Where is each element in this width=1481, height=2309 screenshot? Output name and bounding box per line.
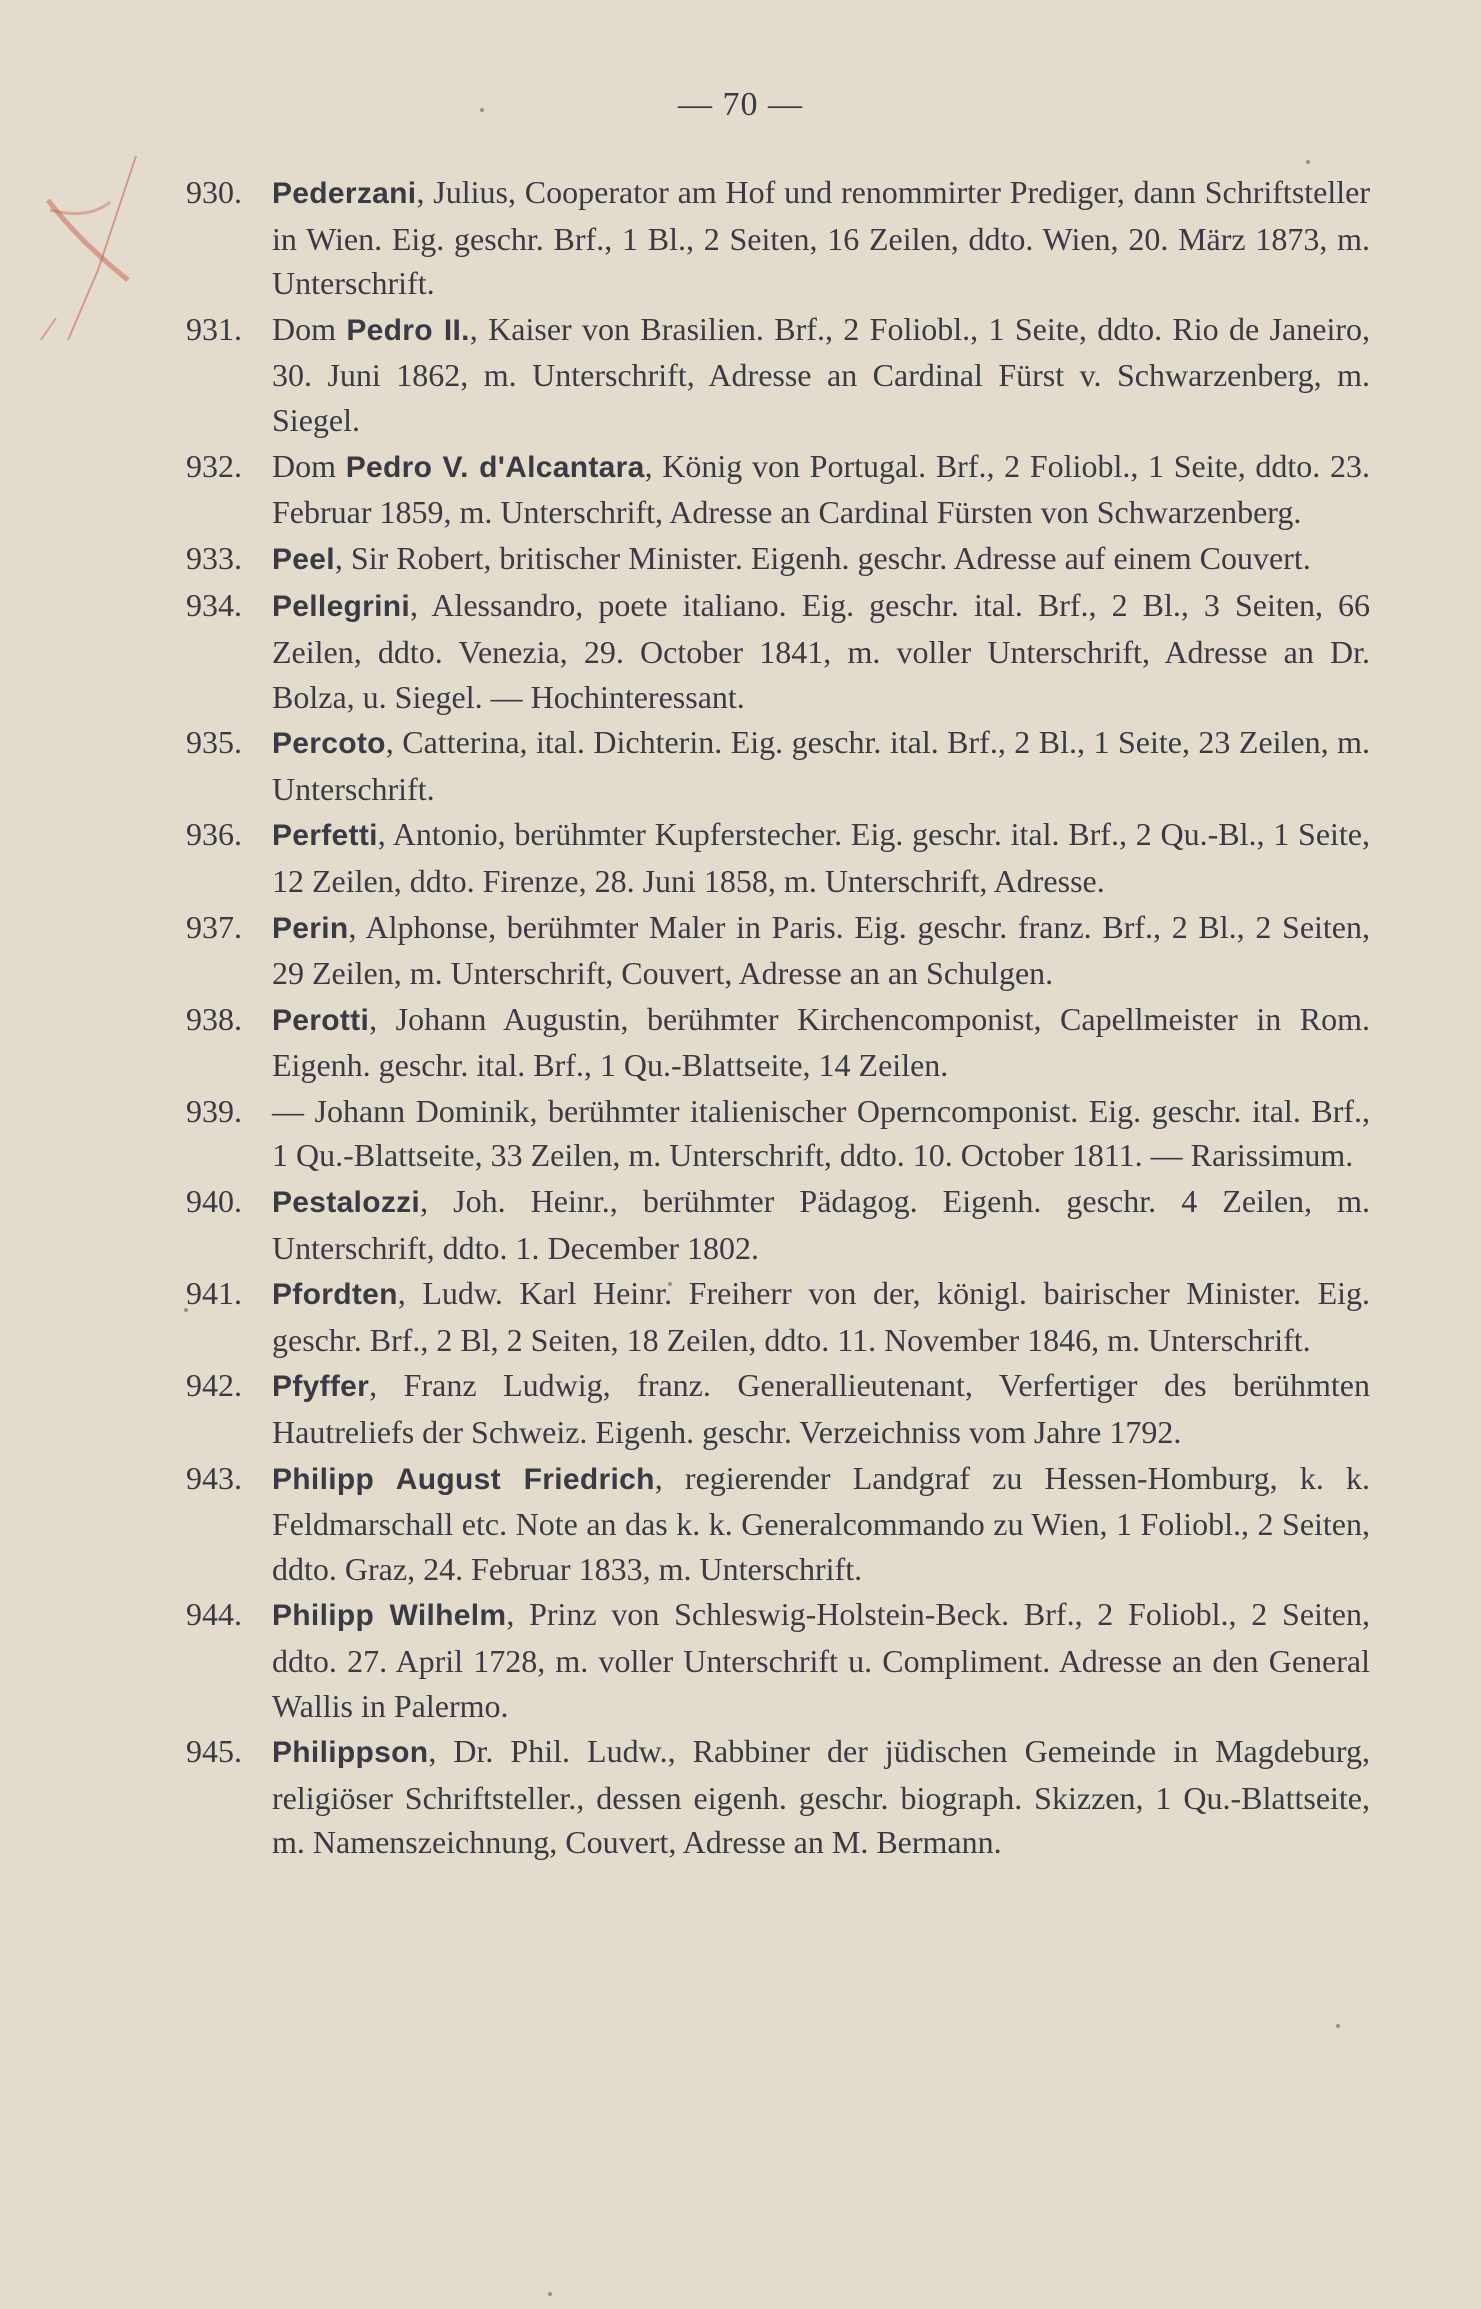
catalogue-entries: [0, 170, 1481, 1866]
entry-text: [272, 307, 1370, 443]
entry-name: Peel: [272, 542, 335, 576]
entry-name: Pederzani: [272, 177, 417, 210]
entry-description: — Johann Dominik, berühmter italienischer Operncomponist. Eig. geschr. ital. Brf., 1 Qu.-Blattseite, 33 Zeilen, m. Unterschrift, ddto. 10. October 1811. — Rarissimum.: [272, 1092, 1370, 1174]
catalogue-entry: [0, 444, 1481, 535]
entry-text: [272, 812, 1370, 903]
entry-description: , Ludw. Karl Heinr. Freiherr von der, königl. bairischer Minister. Eig. geschr. Brf., 2 Bl, 2 Seiten, 18 Zeilen, ddto. 11. November 1846, m. Unterschrift.: [272, 1275, 1370, 1358]
entry-number: 936.: [186, 816, 242, 853]
entry-text: [272, 444, 1370, 535]
entry-name: Philipp Wilhelm: [272, 1599, 507, 1633]
catalogue-entry: [0, 1271, 1481, 1362]
entry-number: 930.: [186, 174, 242, 210]
entry-description: , Julius, Cooperator am Hof und renommirter Prediger, dann Schriftsteller in Wien. Eig. geschr. Brf., 1 Bl., 2 Seiten, 16 Zeilen, ddto. Wien, 20. März 1873, m. Unterschrift.: [272, 174, 1370, 302]
entry-number: 943.: [186, 1459, 242, 1496]
entry-number: 941.: [186, 1275, 242, 1312]
entry-description: , regierender Landgraf zu Hessen-Homburg, k. k. Feldmarschall etc. Note an das k. k. Generalcommando zu Wien, 1 Foliobl., 2 Seiten, ddto. Graz, 24. Februar 1833, m. Unterschrift.: [272, 1459, 1370, 1587]
catalogue-entry: [0, 1456, 1481, 1592]
catalogue-entry: [0, 1592, 1481, 1728]
catalogue-entry: [0, 812, 1481, 903]
paper-speck: [1336, 2024, 1340, 2028]
entry-name: Pestalozzi: [272, 1186, 421, 1220]
entry-text: [272, 1729, 1370, 1865]
entry-name: Pedro II.: [346, 313, 470, 347]
entry-name: Perfetti: [272, 819, 378, 853]
entry-text: [272, 1592, 1370, 1728]
entry-name: Philippson: [272, 1736, 429, 1770]
paper-speck: [548, 2292, 552, 2296]
entry-text: [272, 997, 1370, 1088]
entry-text: [272, 536, 1370, 583]
entry-text: [272, 1089, 1370, 1178]
entry-name: Perotti: [272, 1003, 370, 1037]
entry-number: 933.: [186, 539, 242, 576]
page-number: — 70 —: [678, 86, 803, 123]
entry-number: 935.: [186, 724, 242, 761]
entry-text: [272, 905, 1370, 996]
entry-description: , Prinz von Schleswig-Holstein-Beck. Brf., 2 Foliobl., 2 Seiten, ddto. 27. April 1728, m. voller Unterschrift u. Compliment. Adresse an den General Wallis in Palermo.: [272, 1596, 1371, 1724]
entry-name: Pellegrini: [272, 590, 411, 624]
entry-name: Philipp August Friedrich: [272, 1462, 655, 1496]
entry-description: , Antonio, berühmter Kupferstecher. Eig. geschr. ital. Brf., 2 Qu.-Bl., 1 Seite, 12 Zeilen, ddto. Firenze, 28. Juni 1858, m. Unterschrift, Adresse.: [272, 816, 1370, 899]
catalogue-entry: [0, 1089, 1481, 1178]
catalogue-entry: [0, 307, 1481, 443]
entry-text: [272, 1271, 1370, 1362]
catalogue-entry: [0, 1363, 1481, 1454]
entry-description: , König von Portugal. Brf., 2 Foliobl., 1 Seite, ddto. 23. Februar 1859, m. Unterschrift, Adresse an Cardinal Fürsten von Schwarzenberg.: [272, 447, 1371, 531]
entry-prefix: Dom: [272, 310, 347, 347]
catalogue-entry: [0, 1729, 1481, 1865]
entry-text: [272, 1363, 1370, 1454]
entry-description: , Dr. Phil. Ludw., Rabbiner der jüdischen Gemeinde in Magdeburg, religiöser Schriftsteller., dessen eigenh. geschr. biograph. Skizzen, 1 Qu.-Blattseite, m. Namenszeichnung, Couvert, Adresse an M. Bermann.: [272, 1733, 1370, 1861]
entry-description: , Franz Ludwig, franz. Generallieutenant, Verfertiger des berühmten Hautreliefs der Schweiz. Eigenh. geschr. Verzeichniss vom Jahre 1792.: [272, 1367, 1370, 1451]
catalogue-entry: [0, 905, 1481, 996]
entry-number: 934.: [186, 587, 242, 624]
entry-description: , Catterina, ital. Dichterin. Eig. geschr. ital. Brf., 2 Bl., 1 Seite, 23 Zeilen, m. Unterschrift.: [272, 724, 1370, 807]
catalogue-entry: [0, 1179, 1481, 1270]
entry-text: [272, 170, 1370, 306]
entry-text: [272, 583, 1370, 719]
paper-speck: [1306, 160, 1310, 164]
entry-number: 937.: [186, 908, 242, 945]
entry-description: , Johann Augustin, berühmter Kirchencomponist, Capellmeister in Rom. Eigenh. geschr. ital. Brf., 1 Qu.-Blattseite, 14 Zeilen.: [272, 1000, 1370, 1084]
entry-text: [272, 1179, 1370, 1270]
entry-description: , Joh. Heinr., berühmter Pädagog. Eigenh. geschr. 4 Zeilen, m. Unterschrift, ddto. 1. December 1802.: [272, 1183, 1370, 1266]
entry-number: 944.: [186, 1596, 242, 1633]
entry-name: Pfordten: [272, 1278, 398, 1312]
entry-number: 932.: [186, 447, 242, 484]
entry-name: Percoto: [272, 727, 386, 761]
catalogue-entry: [0, 536, 1481, 583]
entry-number: 938.: [186, 1000, 242, 1037]
entry-number: 945.: [186, 1733, 242, 1770]
entry-number: 942.: [186, 1367, 242, 1404]
catalogue-entry: [0, 170, 1481, 306]
entry-description: , Alessandro, poete italiano. Eig. geschr. ital. Brf., 2 Bl., 3 Seiten, 66 Zeilen, ddto. Venezia, 29. October 1841, m. voller Unterschrift, Adresse an Dr. Bolza, u. Siegel. — Hochinteressant.: [272, 587, 1370, 715]
entry-number: 931.: [186, 310, 242, 347]
entry-name: Perin: [272, 911, 349, 945]
entry-description: , Sir Robert, britischer Minister. Eigenh. geschr. Adresse auf einem Couvert.: [334, 539, 1311, 576]
entry-prefix: Dom: [272, 447, 346, 484]
catalogue-entry: [0, 997, 1481, 1088]
catalogue-entry: [0, 720, 1481, 811]
entry-name: Pfyffer: [272, 1370, 370, 1404]
entry-number: 939.: [186, 1092, 242, 1129]
entry-name: Pedro V. d'Alcantara: [345, 450, 645, 484]
entry-text: [272, 1456, 1370, 1592]
entry-description: , Alphonse, berühmter Maler in Paris. Eig. geschr. franz. Brf., 2 Bl., 2 Seiten, 29 Zeilen, m. Unterschrift, Couvert, Adresse an an Schulgen.: [272, 908, 1370, 992]
entry-number: 940.: [186, 1183, 242, 1220]
entry-text: [272, 720, 1370, 811]
entry-description: , Kaiser von Brasilien. Brf., 2 Foliobl., 1 Seite, ddto. Rio de Janeiro, 30. Juni 1862, m. Unterschrift, Adresse an Cardinal Fürst v. Schwarzenberg, m. Siegel.: [272, 310, 1371, 438]
catalogue-entry: [0, 583, 1481, 719]
